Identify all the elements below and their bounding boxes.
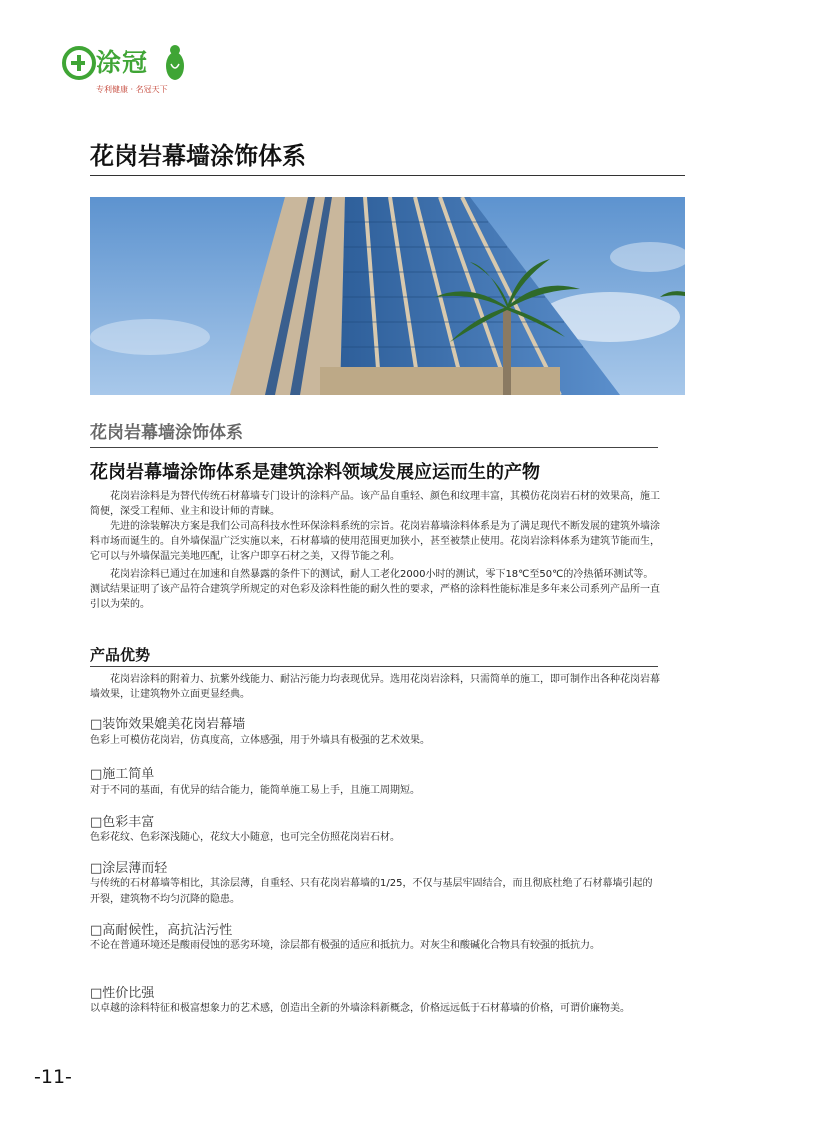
advantages-divider: [90, 666, 658, 667]
section-title: 花岗岩幕墙涂饰体系: [90, 423, 243, 443]
body-paragraph: 先进的涂装解决方案是我们公司高科技水性环保涂料系统的宗旨。花岗岩幕墙涂料体系是为了满足现代不断发展的建筑外墙涂料市场而诞生的。自外墙保温广泛实施以来，石材幕墙的使用范围更加狭小，甚至被禁止使用。花岗岩涂料体系为建筑节能而生，它可以与外墙保温完美地匹配，让客户即享石材之美，又得节能之利。: [90, 521, 660, 563]
headline: 花岗岩幕墙涂饰体系是建筑涂料领域发展应运而生的产物: [90, 462, 540, 483]
feature-description: 对于不同的基面，有优异的结合能力，能简单施工易上手，且施工周期短。: [90, 785, 420, 796]
feature-title: □性价比强: [90, 986, 155, 1001]
page-number: -11-: [34, 1066, 72, 1088]
advantages-intro: 花岗岩涂料的附着力、抗紫外线能力、耐沾污能力均表现优异。选用花岗岩涂料，只需简单的施工，即可制作出各种花岗岩幕墙效果，让建筑物外立面更显经典。: [90, 674, 660, 701]
brand-slogan: 专利健康 · 名冠天下: [96, 85, 168, 94]
brand-logo: [62, 44, 212, 104]
feature-title: □高耐候性，高抗沾污性: [90, 923, 233, 938]
feature-description: 色彩上可模仿花岗岩，仿真度高，立体感强，用于外墙具有极强的艺术效果。: [90, 735, 430, 746]
feature-title: □施工简单: [90, 767, 155, 782]
brand-figure-icon: [164, 44, 186, 82]
feature-description: 以卓越的涂料特征和极富想象力的艺术感，创造出全新的外墙涂料新概念，价格远远低于石材幕墙的价格，可谓价廉物美。: [90, 1003, 630, 1014]
advantages-title: 产品优势: [90, 646, 151, 664]
feature-title: □装饰效果媲美花岗岩幕墙: [90, 717, 246, 732]
brand-name: 涂冠: [96, 48, 149, 77]
body-paragraph: 花岗岩涂料是为替代传统石材幕墙专门设计的涂料产品。该产品自重轻、颜色和纹理丰富，其模仿花岗岩石材的效果高，施工简便，深受工程师、业主和设计师的青睐。: [90, 491, 660, 518]
feature-title: □色彩丰富: [90, 815, 155, 830]
brand-mark-icon: [62, 46, 96, 80]
hero-building-photo: [90, 197, 685, 395]
feature-description: 与传统的石材幕墙等相比，其涂层薄，自重轻、只有花岗岩幕墙的1/25，不仅与基层牢固结合，而且彻底杜绝了石材幕墙引起的开裂，建筑物不均匀沉降的隐患。: [90, 878, 653, 905]
page-title: 花岗岩幕墙涂饰体系: [90, 142, 306, 170]
feature-description: 色彩花纹、色彩深浅随心，花纹大小随意，也可完全仿照花岗岩石材。: [90, 832, 400, 843]
body-paragraph: 花岗岩涂料已通过在加速和自然暴露的条件下的测试，耐人工老化2000小时的测试，零下18℃至50℃的冷热循环测试等。测试结果证明了该产品符合建筑学所规定的对色彩及涂料性能的耐久性的要求，严格的涂料性能标准是多年来公司系列产品所一直引以为荣的。: [90, 569, 660, 611]
feature-title: □涂层薄而轻: [90, 861, 168, 876]
feature-description: 不论在普通环境还是酸雨侵蚀的恶劣环境，涂层都有极强的适应和抵抗力。对灰尘和酸碱化合物具有较强的抵抗力。: [90, 940, 600, 951]
title-divider: [90, 175, 685, 176]
section-divider: [90, 447, 658, 448]
